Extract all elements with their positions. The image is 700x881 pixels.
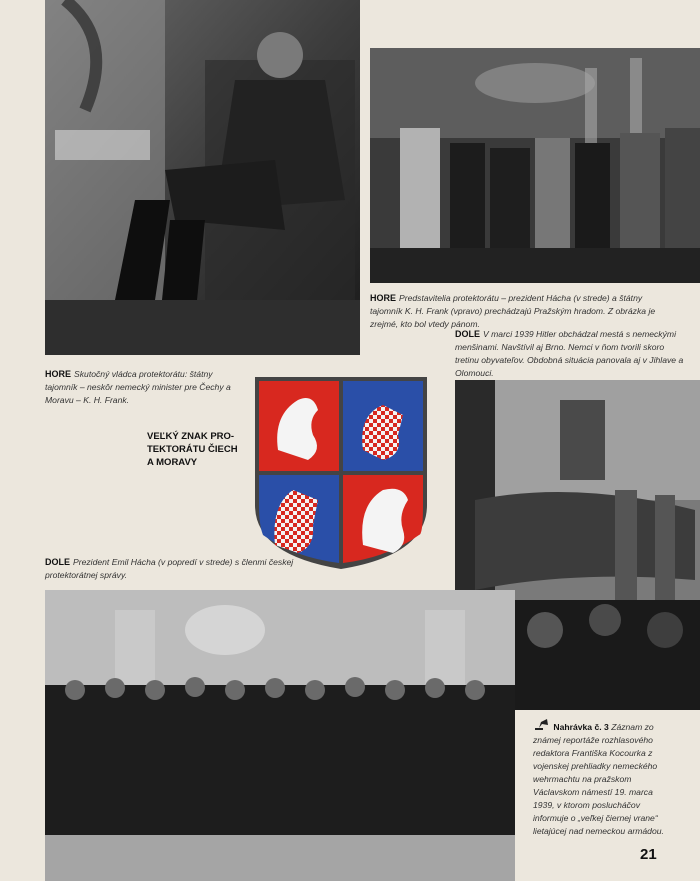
audio-recording-box <box>533 718 673 838</box>
coat-of-arms-title: VEĽKÝ ZNAK PRO-TEKTORÁTU ČIECH A MORAVY <box>147 431 238 468</box>
photo-castle-hall <box>370 48 700 283</box>
caption-frank-lead: HORE <box>45 369 72 379</box>
photo-hacha-group <box>45 590 515 881</box>
caption-brno-lead: DOLE <box>455 329 481 339</box>
caption-brno-text: V marci 1939 Hitler obchádzal mestá s nemeckými menšinami. Navštívil aj Brno. Nemci v ňom tvorili skoro tretinu obyvateľov. Obdobná situácia panovala aj v Jihlave a Olomouci. <box>455 329 684 378</box>
caption-castle-lead: HORE <box>370 293 397 303</box>
caption-brno <box>455 328 690 380</box>
caption-hacha <box>45 556 315 582</box>
gramophone-icon <box>533 718 549 732</box>
photo-frank-seated <box>45 0 360 355</box>
caption-castle-text: Predstavitelia protektorátu – prezident Hácha (v strede) a štátny tajomník K. H. Frank (vpravo) prechádzajú Pražským hradom. Z obrázka je zrejmé, kto bol vtedy pánom. <box>370 293 656 329</box>
caption-hacha-text: Prezident Emil Hácha (v popredí v strede) s členmi českej protektorátnej správy. <box>45 557 294 580</box>
coat-of-arms <box>253 375 429 571</box>
audio-text: Záznam zo známej reportáže rozhlasového redaktora Františka Kocourka z vojenskej prehliadky nemeckého wehrmachtu na pražskom Václavskom námestí 19. marca 1939, v ktorom poslucháčov informuje o „veľkej čiernej vrane“ lietajúcej nad nemeckou armádou. <box>533 722 664 836</box>
caption-hacha-lead: DOLE <box>45 557 71 567</box>
caption-castle <box>370 292 670 331</box>
audio-lead: Nahrávka č. 3 <box>553 722 609 732</box>
caption-frank-text: Skutočný vládca protektorátu: štátny tajomník – neskôr nemecký minister pre Čechy a Moravu – K. H. Frank. <box>45 369 231 405</box>
caption-frank <box>45 368 245 407</box>
page-number: 21 <box>640 846 657 863</box>
